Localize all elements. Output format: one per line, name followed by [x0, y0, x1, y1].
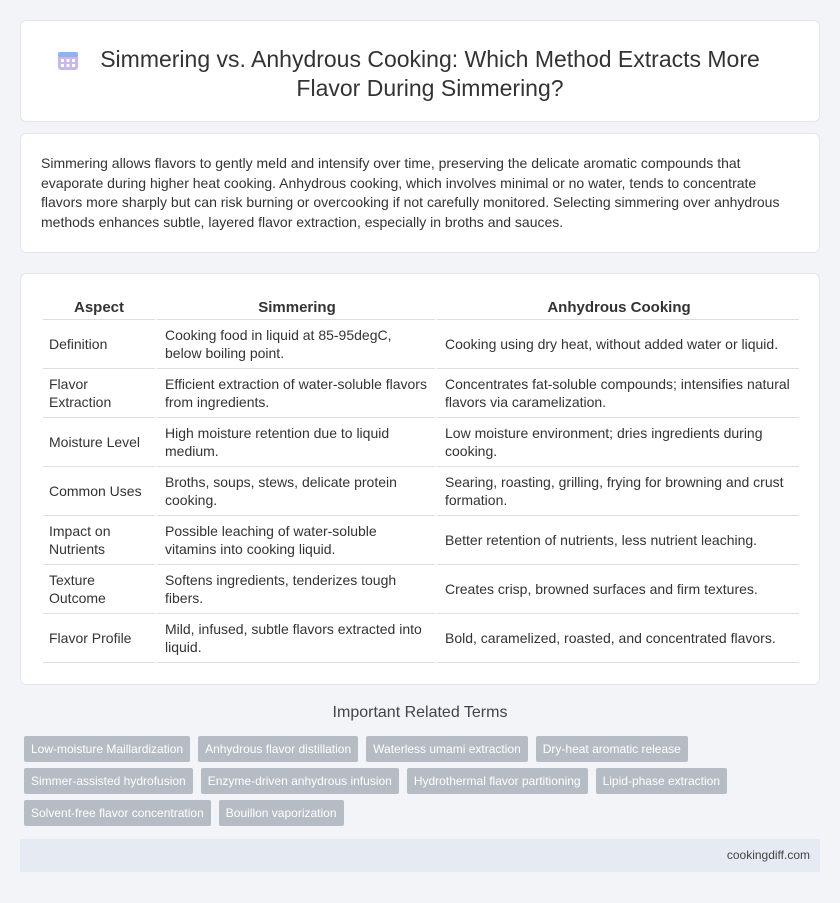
cell-simmering: High moisture retention due to liquid medium.: [155, 418, 435, 467]
related-term-tag[interactable]: Lipid-phase extraction: [596, 768, 727, 794]
related-terms-list: [24, 736, 820, 826]
cell-aspect: Flavor Extraction: [43, 369, 155, 418]
table-row: [43, 614, 799, 663]
table-row: [43, 565, 799, 614]
cell-simmering: Broths, soups, stews, delicate protein cooking.: [155, 467, 435, 516]
cell-simmering: Softens ingredients, tenderizes tough fibers.: [155, 565, 435, 614]
comparison-table: [43, 296, 799, 663]
cell-anhydrous: Low moisture environment; dries ingredients during cooking.: [435, 418, 799, 467]
cell-aspect: Definition: [43, 320, 155, 369]
cell-simmering: Cooking food in liquid at 85-95degC, below boiling point.: [155, 320, 435, 369]
table-row: [43, 418, 799, 467]
related-term-tag[interactable]: Low-moisture Maillardization: [24, 736, 190, 762]
header-anhydrous: Anhydrous Cooking: [435, 296, 799, 320]
table-row: [43, 320, 799, 369]
cell-aspect: Impact on Nutrients: [43, 516, 155, 565]
related-term-tag[interactable]: Bouillon vaporization: [219, 800, 344, 826]
cell-aspect: Flavor Profile: [43, 614, 155, 663]
cell-aspect: Common Uses: [43, 467, 155, 516]
footer: [20, 839, 820, 872]
cell-anhydrous: Creates crisp, browned surfaces and firm textures.: [435, 565, 799, 614]
header-simmering: Simmering: [155, 296, 435, 320]
cell-anhydrous: Concentrates fat-soluble compounds; intensifies natural flavors via caramelization.: [435, 369, 799, 418]
cell-anhydrous: Searing, roasting, grilling, frying for browning and crust formation.: [435, 467, 799, 516]
table-row: [43, 467, 799, 516]
cell-anhydrous: Better retention of nutrients, less nutrient leaching.: [435, 516, 799, 565]
cell-simmering: Mild, infused, subtle flavors extracted into liquid.: [155, 614, 435, 663]
cell-aspect: Moisture Level: [43, 418, 155, 467]
header-aspect: Aspect: [43, 296, 155, 320]
intro-paragraph: Simmering allows flavors to gently meld and intensify over time, preserving the delicate aromatic compounds that evaporate during higher heat cooking. Anhydrous cooking, which involves minimal or no water, tends to concentrate flavors more sharply but can risk burning or overcooking if not carefully monitored. Selecting simmering over anhydrous methods enhances subtle, layered flavor extraction, especially in broths and sauces.: [41, 155, 780, 230]
comparison-table-card: [20, 273, 820, 685]
footer-site-link[interactable]: cookingdiff.com: [726, 848, 810, 862]
table-header-row: [43, 296, 799, 320]
table-row: [43, 369, 799, 418]
page-title: Simmering vs. Anhydrous Cooking: Which Method Extracts More Flavor During Simmering?: [100, 46, 760, 101]
cell-simmering: Efficient extraction of water-soluble flavors from ingredients.: [155, 369, 435, 418]
cell-anhydrous: Cooking using dry heat, without added water or liquid.: [435, 320, 799, 369]
cell-simmering: Possible leaching of water-soluble vitamins into cooking liquid.: [155, 516, 435, 565]
intro-card: [20, 133, 820, 253]
title-card: [20, 20, 820, 122]
related-term-tag[interactable]: Anhydrous flavor distillation: [198, 736, 358, 762]
cell-anhydrous: Bold, caramelized, roasted, and concentrated flavors.: [435, 614, 799, 663]
cell-aspect: Texture Outcome: [43, 565, 155, 614]
related-terms-heading: Important Related Terms: [332, 704, 508, 721]
table-row: [43, 516, 799, 565]
related-term-tag[interactable]: Simmer-assisted hydrofusion: [24, 768, 193, 794]
related-term-tag[interactable]: Solvent-free flavor concentration: [24, 800, 211, 826]
related-term-tag[interactable]: Hydrothermal flavor partitioning: [407, 768, 588, 794]
related-term-tag[interactable]: Waterless umami extraction: [366, 736, 528, 762]
related-term-tag[interactable]: Enzyme-driven anhydrous infusion: [201, 768, 399, 794]
related-term-tag[interactable]: Dry-heat aromatic release: [536, 736, 688, 762]
